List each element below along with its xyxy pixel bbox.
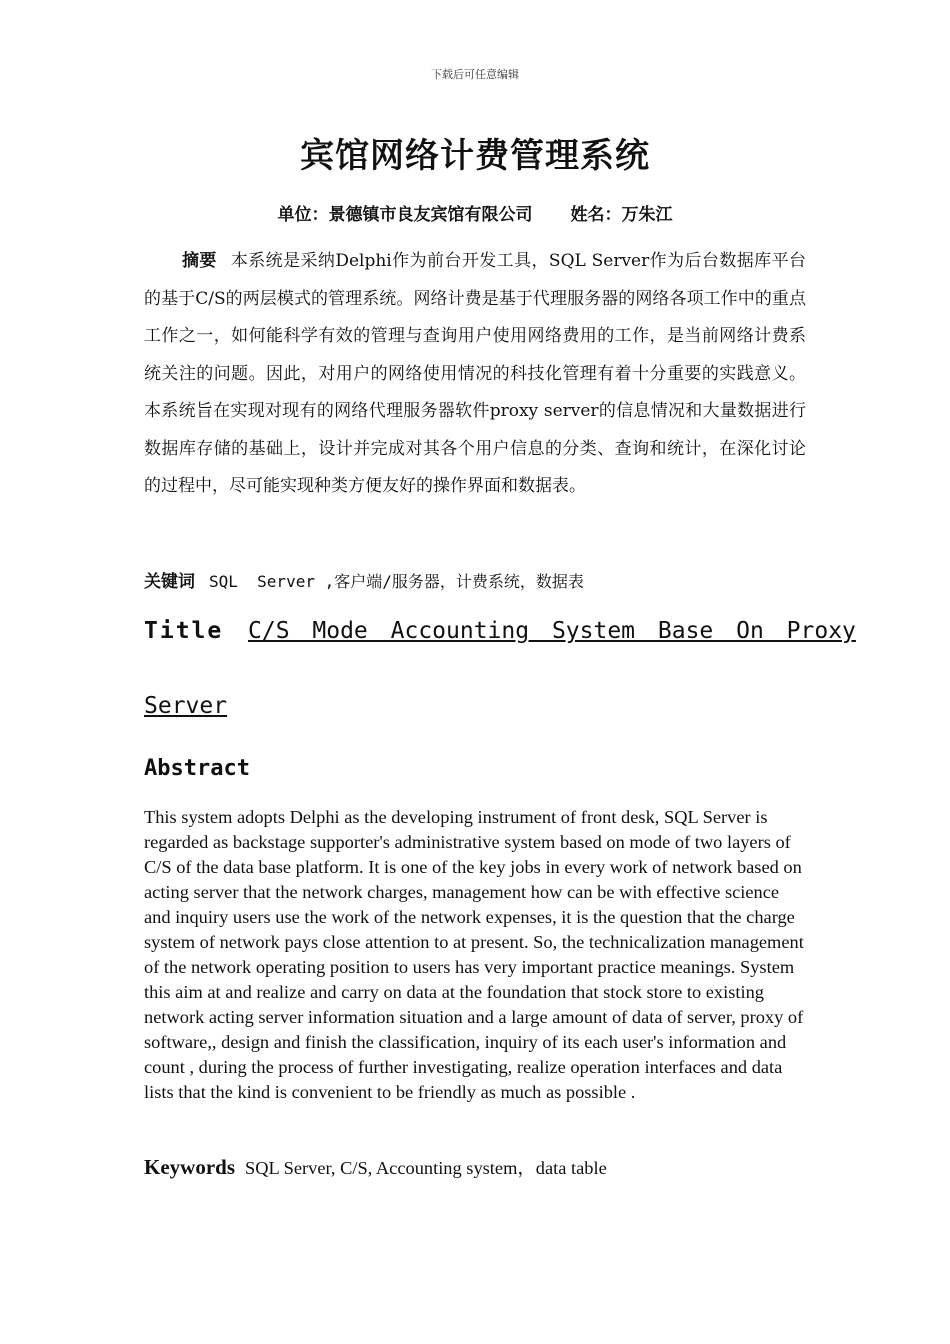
chinese-keywords [144, 568, 806, 596]
english-title-label: Title [144, 618, 224, 644]
english-title-row [144, 615, 856, 647]
english-keywords [144, 1153, 806, 1182]
english-title-line2: Server [144, 693, 228, 719]
header-note: 下载后可任意编辑 [431, 68, 519, 81]
page-title: 宾馆网络计费管理系统 [300, 136, 650, 176]
author-name: 姓名：万朱江 [570, 205, 673, 225]
author-unit: 单位：景德镇市良友宾馆有限公司 [277, 205, 533, 225]
abstract-heading: Abstract [144, 756, 250, 781]
chinese-keywords-text: SQL Server ,客户端/服务器，计费系统，数据表 [209, 572, 584, 591]
chinese-keywords-label: 关键词 [144, 572, 195, 592]
english-keywords-text: SQL Server, C/S, Accounting system，data table [245, 1158, 607, 1178]
english-abstract-text: This system adopts Delphi as the developing instrument of front desk, SQL Server is regarded as backstage supporter's administrative system based on mode of two layers of C/S of the data base platform. It is one of the key jobs in every work of network based on acting server that the network charges, management how can be with effective science and inquiry users use the work of the network expenses, it is the question that the charge system of network pays close attention to at present. So, the technicalization management of the network operating position to users has very important practice meanings. System this aim at and realize and carry on data at the foundation that stock store to existing network acting server information situation and a large amount of data of server, proxy of software,, design and finish the classification, inquiry of its each user's information and count , during the process of further investigating, realize operation interfaces and data lists that the kind is convenient to be friendly as much as possible . [144, 807, 804, 1102]
chinese-abstract [144, 243, 806, 506]
english-keywords-label: Keywords [144, 1155, 235, 1179]
author-line [0, 200, 950, 225]
chinese-abstract-text: 本系统是采纳Delphi作为前台开发工具，SQL Server作为后台数据库平台的基于C/S的两层模式的管理系统。网络计费是基于代理服务器的网络各项工作中的重点工作之一，如何能科学有效的管理与查询用户使用网络费用的工作，是当前网络计费系统关注的问题。因此，对用户的网络使用情况的科技化管理有着十分重要的实践意义。本系统旨在实现对现有的网络代理服务器软件proxy server的信息情况和大量数据进行数据库存储的基础上，设计并完成对其各个用户信息的分类、查询和统计，在深化讨论的过程中，尽可能实现种类方便友好的操作界面和数据表。 [144, 251, 807, 496]
english-title-line1: C/S Mode Accounting System Base On Proxy [248, 618, 856, 644]
chinese-abstract-label: 摘要 [182, 251, 217, 271]
